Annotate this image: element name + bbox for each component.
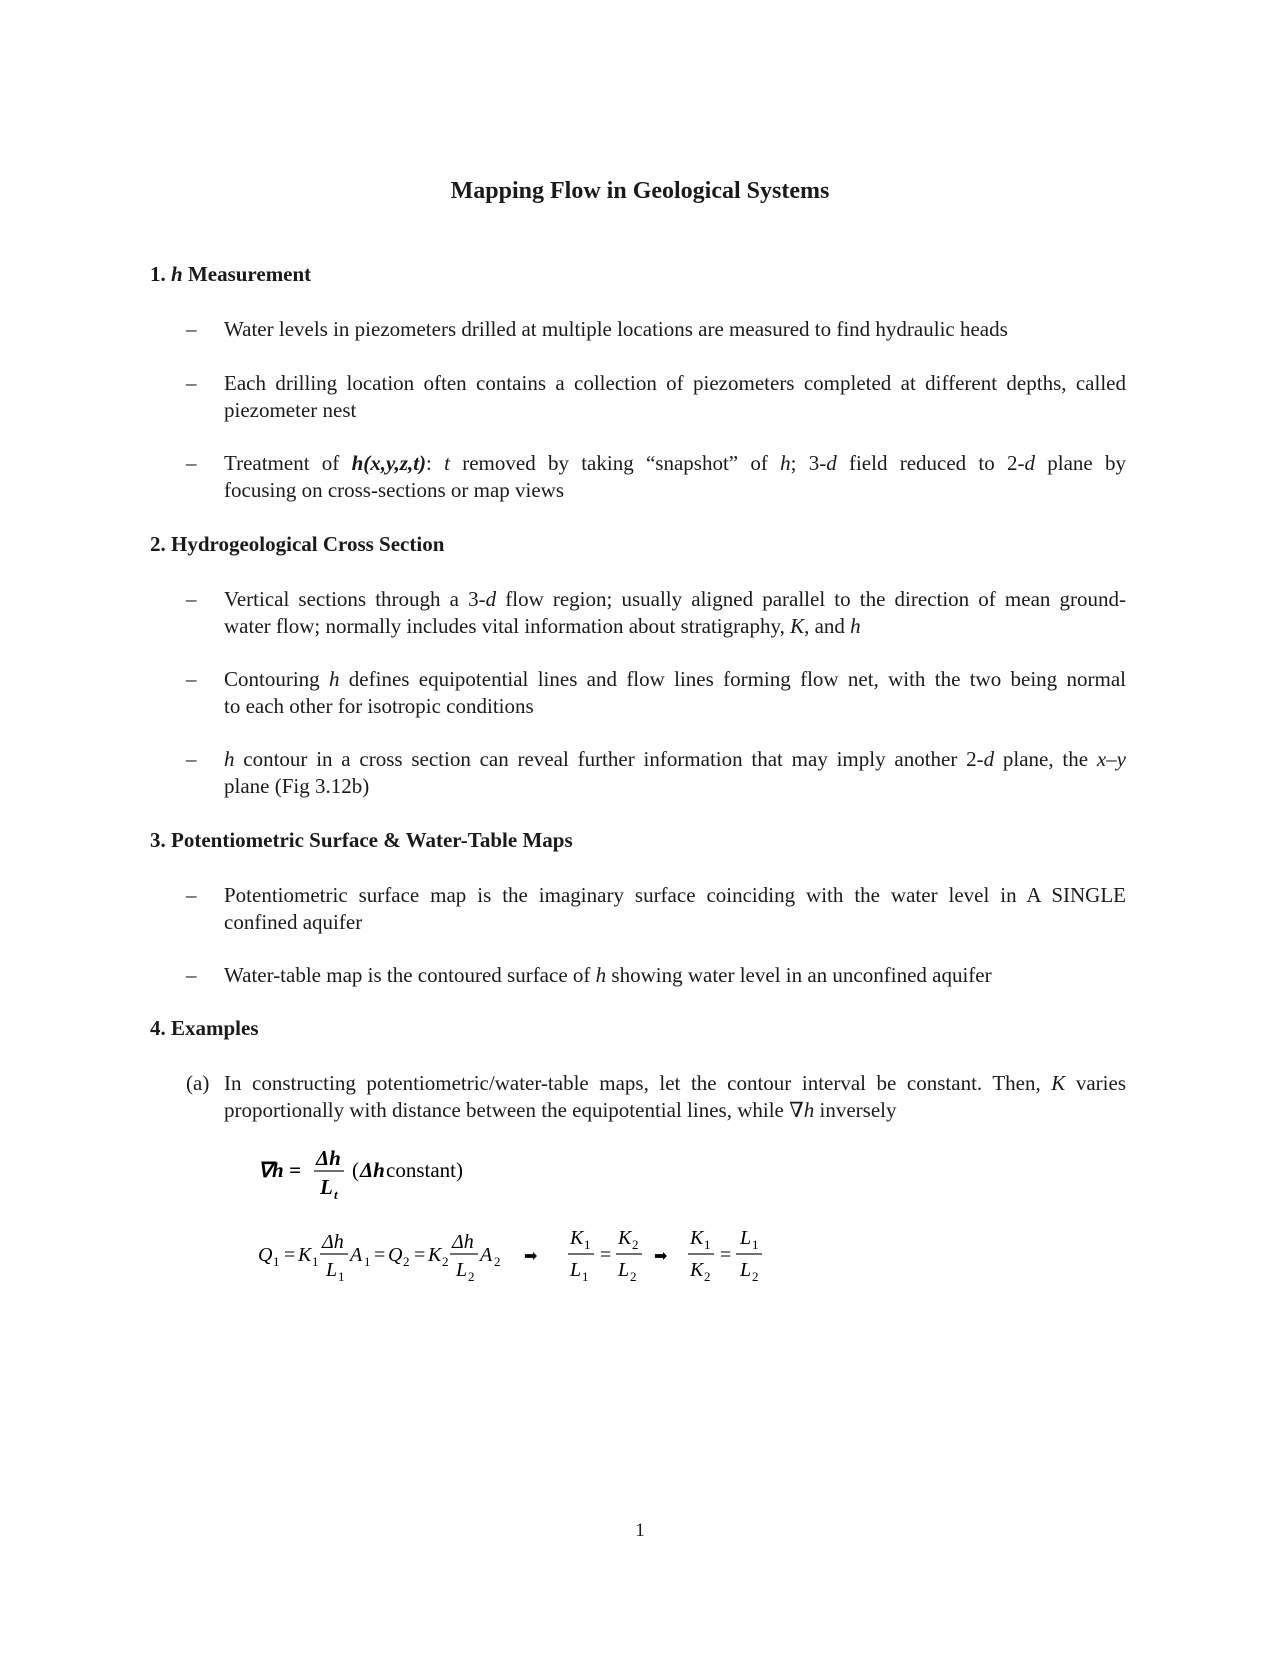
- bullet-dash: –: [186, 451, 197, 475]
- eq2-f2-num: K: [618, 1227, 632, 1249]
- eq2-eq3: =: [414, 1244, 426, 1266]
- eq2-eq2: =: [374, 1244, 386, 1266]
- eq2-eq5: =: [720, 1244, 732, 1266]
- flow-equation-svg: [256, 1220, 776, 1300]
- bullet-dash: –: [186, 747, 197, 771]
- eq2-k2: K: [428, 1244, 442, 1266]
- eq2-f4-den-sub: 2: [752, 1269, 759, 1284]
- gradient-equation: [256, 1140, 516, 1210]
- eq2-k1-sub: 1: [312, 1254, 319, 1269]
- example-label: (a): [186, 1071, 210, 1095]
- eq2-f1-den: L: [570, 1259, 582, 1281]
- section-number: 1.: [150, 262, 166, 286]
- eq1-note-rest: constant): [386, 1158, 463, 1182]
- section-heading-cross-section: 2. Hydrogeological Cross Section: [150, 532, 445, 556]
- bullet-dash: –: [186, 883, 197, 907]
- eq1-denominator-sub: t: [334, 1187, 338, 1202]
- bullet-text: Water-table map is the contoured surface of h showing water level in an unconfined aquifer: [224, 963, 992, 987]
- eq2-f4-num: L: [740, 1227, 752, 1249]
- eq2-eq4: =: [600, 1244, 612, 1266]
- bullet-dash: –: [186, 587, 197, 611]
- eq2-num1: Δh: [322, 1231, 344, 1253]
- eq2-k1: K: [298, 1244, 312, 1266]
- eq2-f4-den: L: [740, 1259, 752, 1281]
- eq2-f2-num-sub: 2: [632, 1237, 639, 1252]
- eq2-den1: L: [326, 1259, 338, 1281]
- eq2-f4-num-sub: 1: [752, 1237, 759, 1252]
- arrow-right-icon: ➡: [524, 1248, 538, 1265]
- bullet-dash: –: [186, 963, 197, 987]
- page-title: Mapping Flow in Geological Systems: [450, 178, 830, 204]
- section-heading-potentiometric: 3. Potentiometric Surface & Water-Table Maps: [150, 828, 573, 852]
- bullet-text-line2: plane (Fig 3.12b): [224, 774, 370, 798]
- bullet-dash: –: [186, 317, 197, 341]
- eq2-f3-den-sub: 2: [704, 1269, 711, 1284]
- bullet-dash: –: [186, 371, 197, 395]
- bullet-text-line1: h contour in a cross section can reveal further information that may imply another 2-d plane, the x–y: [224, 747, 1126, 771]
- eq2-q2-sub: 2: [403, 1254, 410, 1269]
- page-number: 1: [635, 1520, 645, 1541]
- section-heading-italic: h: [171, 262, 183, 286]
- eq2-f1-den-sub: 1: [582, 1269, 589, 1284]
- section-heading-rest: Measurement: [182, 262, 312, 286]
- eq2-f1-num-sub: 1: [584, 1237, 591, 1252]
- bullet-text-line2: water flow; normally includes vital information about stratigraphy, K, and h: [224, 614, 861, 638]
- eq2-a2: A: [480, 1244, 493, 1266]
- eq1-lhs: ∇h =: [258, 1158, 301, 1182]
- flow-equation: [256, 1220, 776, 1300]
- bullet-text-line1: Vertical sections through a 3-d flow region; usually aligned parallel to the direction of mean ground-: [224, 587, 1126, 611]
- eq2-den1-sub: 1: [338, 1269, 345, 1284]
- bullet-dash: –: [186, 667, 197, 691]
- bullet-text-line1: Each drilling location often contains a collection of piezometers completed at different depths, called: [224, 371, 1126, 395]
- eq2-num2: Δh: [452, 1231, 474, 1253]
- eq2-f3-den: K: [690, 1259, 704, 1281]
- eq2-f2-den-sub: 2: [630, 1269, 637, 1284]
- eq2-f3-num: K: [690, 1227, 704, 1249]
- bullet-text-line1: Contouring h defines equipotential lines and flow lines forming flow net, with the two being normal: [224, 667, 1126, 691]
- example-text-line2: proportionally with distance between the equipotential lines, while ∇h inversely: [224, 1098, 897, 1122]
- eq2-den2: L: [456, 1259, 468, 1281]
- eq2-a1: A: [350, 1244, 363, 1266]
- bullet-text-line2: piezometer nest: [224, 398, 357, 422]
- eq2-f1-num: K: [570, 1227, 584, 1249]
- eq2-a1-sub: 1: [364, 1254, 371, 1269]
- eq2-f2-den: L: [618, 1259, 630, 1281]
- eq1-denominator: L: [320, 1175, 333, 1199]
- eq2-f3-num-sub: 1: [704, 1237, 711, 1252]
- example-text-line1: In constructing potentiometric/water-table maps, let the contour interval be constant. Then, K varies: [224, 1071, 1126, 1095]
- bullet-text-line1: Treatment of h(x,y,z,t): t removed by taking “snapshot” of h; 3-d field reduced to 2-d plane by: [224, 451, 1126, 475]
- bullet-text-line2: focusing on cross-sections or map views: [224, 478, 565, 502]
- bullet-text: Water levels in piezometers drilled at multiple locations are measured to find hydraulic heads: [224, 317, 1008, 341]
- bullet-text-line2: confined aquifer: [224, 910, 363, 934]
- bullet-text-line1: Potentiometric surface map is the imaginary surface coinciding with the water level in A SINGLE: [224, 883, 1126, 907]
- arrow-right-icon: ➡: [654, 1248, 668, 1265]
- eq2-a2-sub: 2: [494, 1254, 501, 1269]
- bullet-text-line2: to each other for isotropic conditions: [224, 694, 534, 718]
- gradient-equation-svg: [256, 1140, 516, 1210]
- eq2-q2: Q: [388, 1244, 403, 1266]
- eq2-q1-sub: 1: [273, 1254, 280, 1269]
- eq2-k2-sub: 2: [442, 1254, 449, 1269]
- eq2-q1: Q: [258, 1244, 273, 1266]
- eq1-numerator: Δh: [316, 1146, 341, 1170]
- eq2-eq1: =: [284, 1244, 296, 1266]
- section-heading-h-measurement: [150, 262, 311, 287]
- eq1-note-open: (: [352, 1158, 359, 1182]
- section-heading-examples: 4. Examples: [150, 1016, 259, 1040]
- eq2-den2-sub: 2: [468, 1269, 475, 1284]
- eq1-note-delta: Δh: [360, 1158, 385, 1182]
